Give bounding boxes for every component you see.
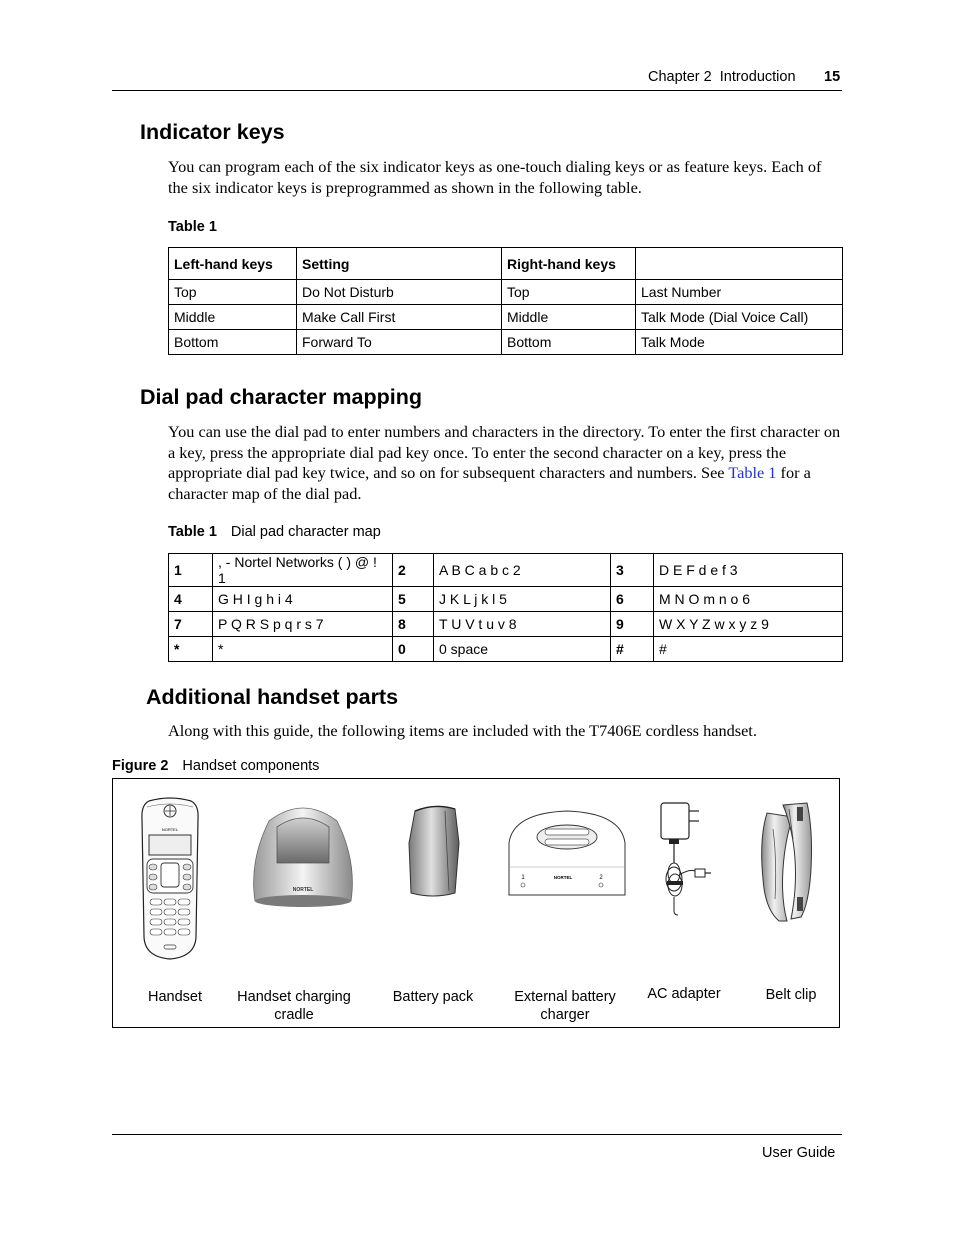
table-row <box>169 554 843 587</box>
dial-key-cell: 4 <box>169 587 213 612</box>
indicator-keys-table <box>168 247 843 355</box>
dial-pad-table-title: Dial pad character map <box>230 524 381 540</box>
charging-cradle-image <box>247 801 359 909</box>
dial-chars-cell: W X Y Z w x y z 9 <box>654 612 843 637</box>
dial-chars-cell: * <box>213 637 393 662</box>
handset-image <box>137 797 203 962</box>
external-charger-image <box>505 809 629 899</box>
header-rule <box>112 90 842 91</box>
table-cell: Top <box>169 280 297 305</box>
footer-rule <box>112 1134 842 1135</box>
table-cell: Bottom <box>502 330 636 355</box>
dial-pad-table-caption <box>168 524 381 540</box>
ac-adapter-image <box>653 797 719 921</box>
indicator-table-label: Table 1 <box>168 219 217 235</box>
dial-key-cell: * <box>169 637 213 662</box>
table-cell: Bottom <box>169 330 297 355</box>
dial-pad-table <box>168 553 843 662</box>
table-row <box>169 637 843 662</box>
figure-label: Figure 2 <box>112 758 169 774</box>
table-row <box>169 587 843 612</box>
table-cell: Talk Mode <box>636 330 843 355</box>
dial-chars-cell: , - Nortel Networks ( ) @ ! 1 <box>213 554 393 587</box>
label-handset: Handset <box>147 989 202 1005</box>
footer-title: User Guide <box>762 1145 836 1161</box>
table-row <box>169 330 843 355</box>
indicator-keys-paragraph: You can program each of the six indicator keys as one-touch dialing keys or as feature keys. Each of the six indicator keys is preprogrammed as shown in the following table. <box>168 157 822 197</box>
charger-slot-2-text: 2 <box>599 875 603 881</box>
handset-components-figure <box>112 778 840 1028</box>
dial-pad-paragraph-text-end: for a character map of the dial pad. <box>168 463 811 503</box>
dial-chars-cell: J K L j k l 5 <box>434 587 611 612</box>
table-cell: Do Not Disturb <box>297 280 502 305</box>
dial-pad-paragraph <box>168 422 843 504</box>
cradle-brand-text: NORTEL <box>292 887 314 893</box>
dial-chars-cell: G H I g h i 4 <box>213 587 393 612</box>
table-header-cell <box>636 248 843 280</box>
label-ac-adapter: AC adapter <box>647 986 721 1002</box>
table-1-link[interactable]: Table 1 <box>728 463 777 482</box>
dial-key-cell: 8 <box>393 612 434 637</box>
battery-pack-image <box>405 803 465 901</box>
table-row <box>169 280 843 305</box>
charger-brand-text: NORTEL <box>553 875 573 880</box>
table-header-cell: Left-hand keys <box>169 248 297 280</box>
dial-key-cell: 9 <box>611 612 654 637</box>
figure-title: Handset components <box>182 758 320 774</box>
table-cell: Talk Mode (Dial Voice Call) <box>636 305 843 330</box>
figure-caption <box>112 758 319 774</box>
dial-pad-paragraph-text: You can use the dial pad to enter numbers and characters in the directory. To enter the first character on a key, press the appropriate dial pad key once. To enter the second character on a key, press the appropriate dial pad key twice, and so on for subsequent characters and numbers. See <box>168 422 841 482</box>
section-title-additional-parts: Additional handset parts <box>146 685 399 709</box>
table-cell: Last Number <box>636 280 843 305</box>
section-title-indicator-keys: Indicator keys <box>140 120 285 144</box>
page-number: 15 <box>824 69 841 85</box>
table-header-row <box>169 248 843 280</box>
handset-brand-text: NORTEL <box>161 827 179 832</box>
dial-key-cell: 1 <box>169 554 213 587</box>
charger-slot-1-text: 1 <box>521 875 525 881</box>
dial-key-cell: 0 <box>393 637 434 662</box>
additional-parts-paragraph: Along with this guide, the following items are included with the T7406E cordless handset. <box>168 721 757 740</box>
dial-key-cell: 6 <box>611 587 654 612</box>
section-title-dial-pad-mapping: Dial pad character mapping <box>140 385 422 409</box>
dial-key-cell: 5 <box>393 587 434 612</box>
dial-key-cell: 7 <box>169 612 213 637</box>
dial-key-cell: 2 <box>393 554 434 587</box>
dial-chars-cell: T U V t u v 8 <box>434 612 611 637</box>
table-row <box>169 612 843 637</box>
dial-chars-cell: D E F d e f 3 <box>654 554 843 587</box>
table-header-cell: Setting <box>297 248 502 280</box>
label-battery-pack: Battery pack <box>392 989 474 1005</box>
dial-key-cell: 3 <box>611 554 654 587</box>
dial-chars-cell: # <box>654 637 843 662</box>
label-external-charger: External battery charger <box>514 989 616 1023</box>
table-row <box>169 305 843 330</box>
dial-pad-table-label: Table 1 <box>168 524 217 540</box>
table-cell: Middle <box>169 305 297 330</box>
table-cell: Top <box>502 280 636 305</box>
table-cell: Make Call First <box>297 305 502 330</box>
belt-clip-image <box>753 799 823 929</box>
table-cell: Middle <box>502 305 636 330</box>
dial-chars-cell: P Q R S p q r s 7 <box>213 612 393 637</box>
table-header-cell: Right-hand keys <box>502 248 636 280</box>
dial-key-cell: # <box>611 637 654 662</box>
table-cell: Forward To <box>297 330 502 355</box>
dial-chars-cell: M N O m n o 6 <box>654 587 843 612</box>
running-header-chapter: Chapter 2 Introduction <box>648 69 796 85</box>
dial-chars-cell: A B C a b c 2 <box>434 554 611 587</box>
label-belt-clip: Belt clip <box>765 987 817 1003</box>
label-charging-cradle: Handset charging cradle <box>237 989 351 1023</box>
dial-chars-cell: 0 space <box>434 637 611 662</box>
